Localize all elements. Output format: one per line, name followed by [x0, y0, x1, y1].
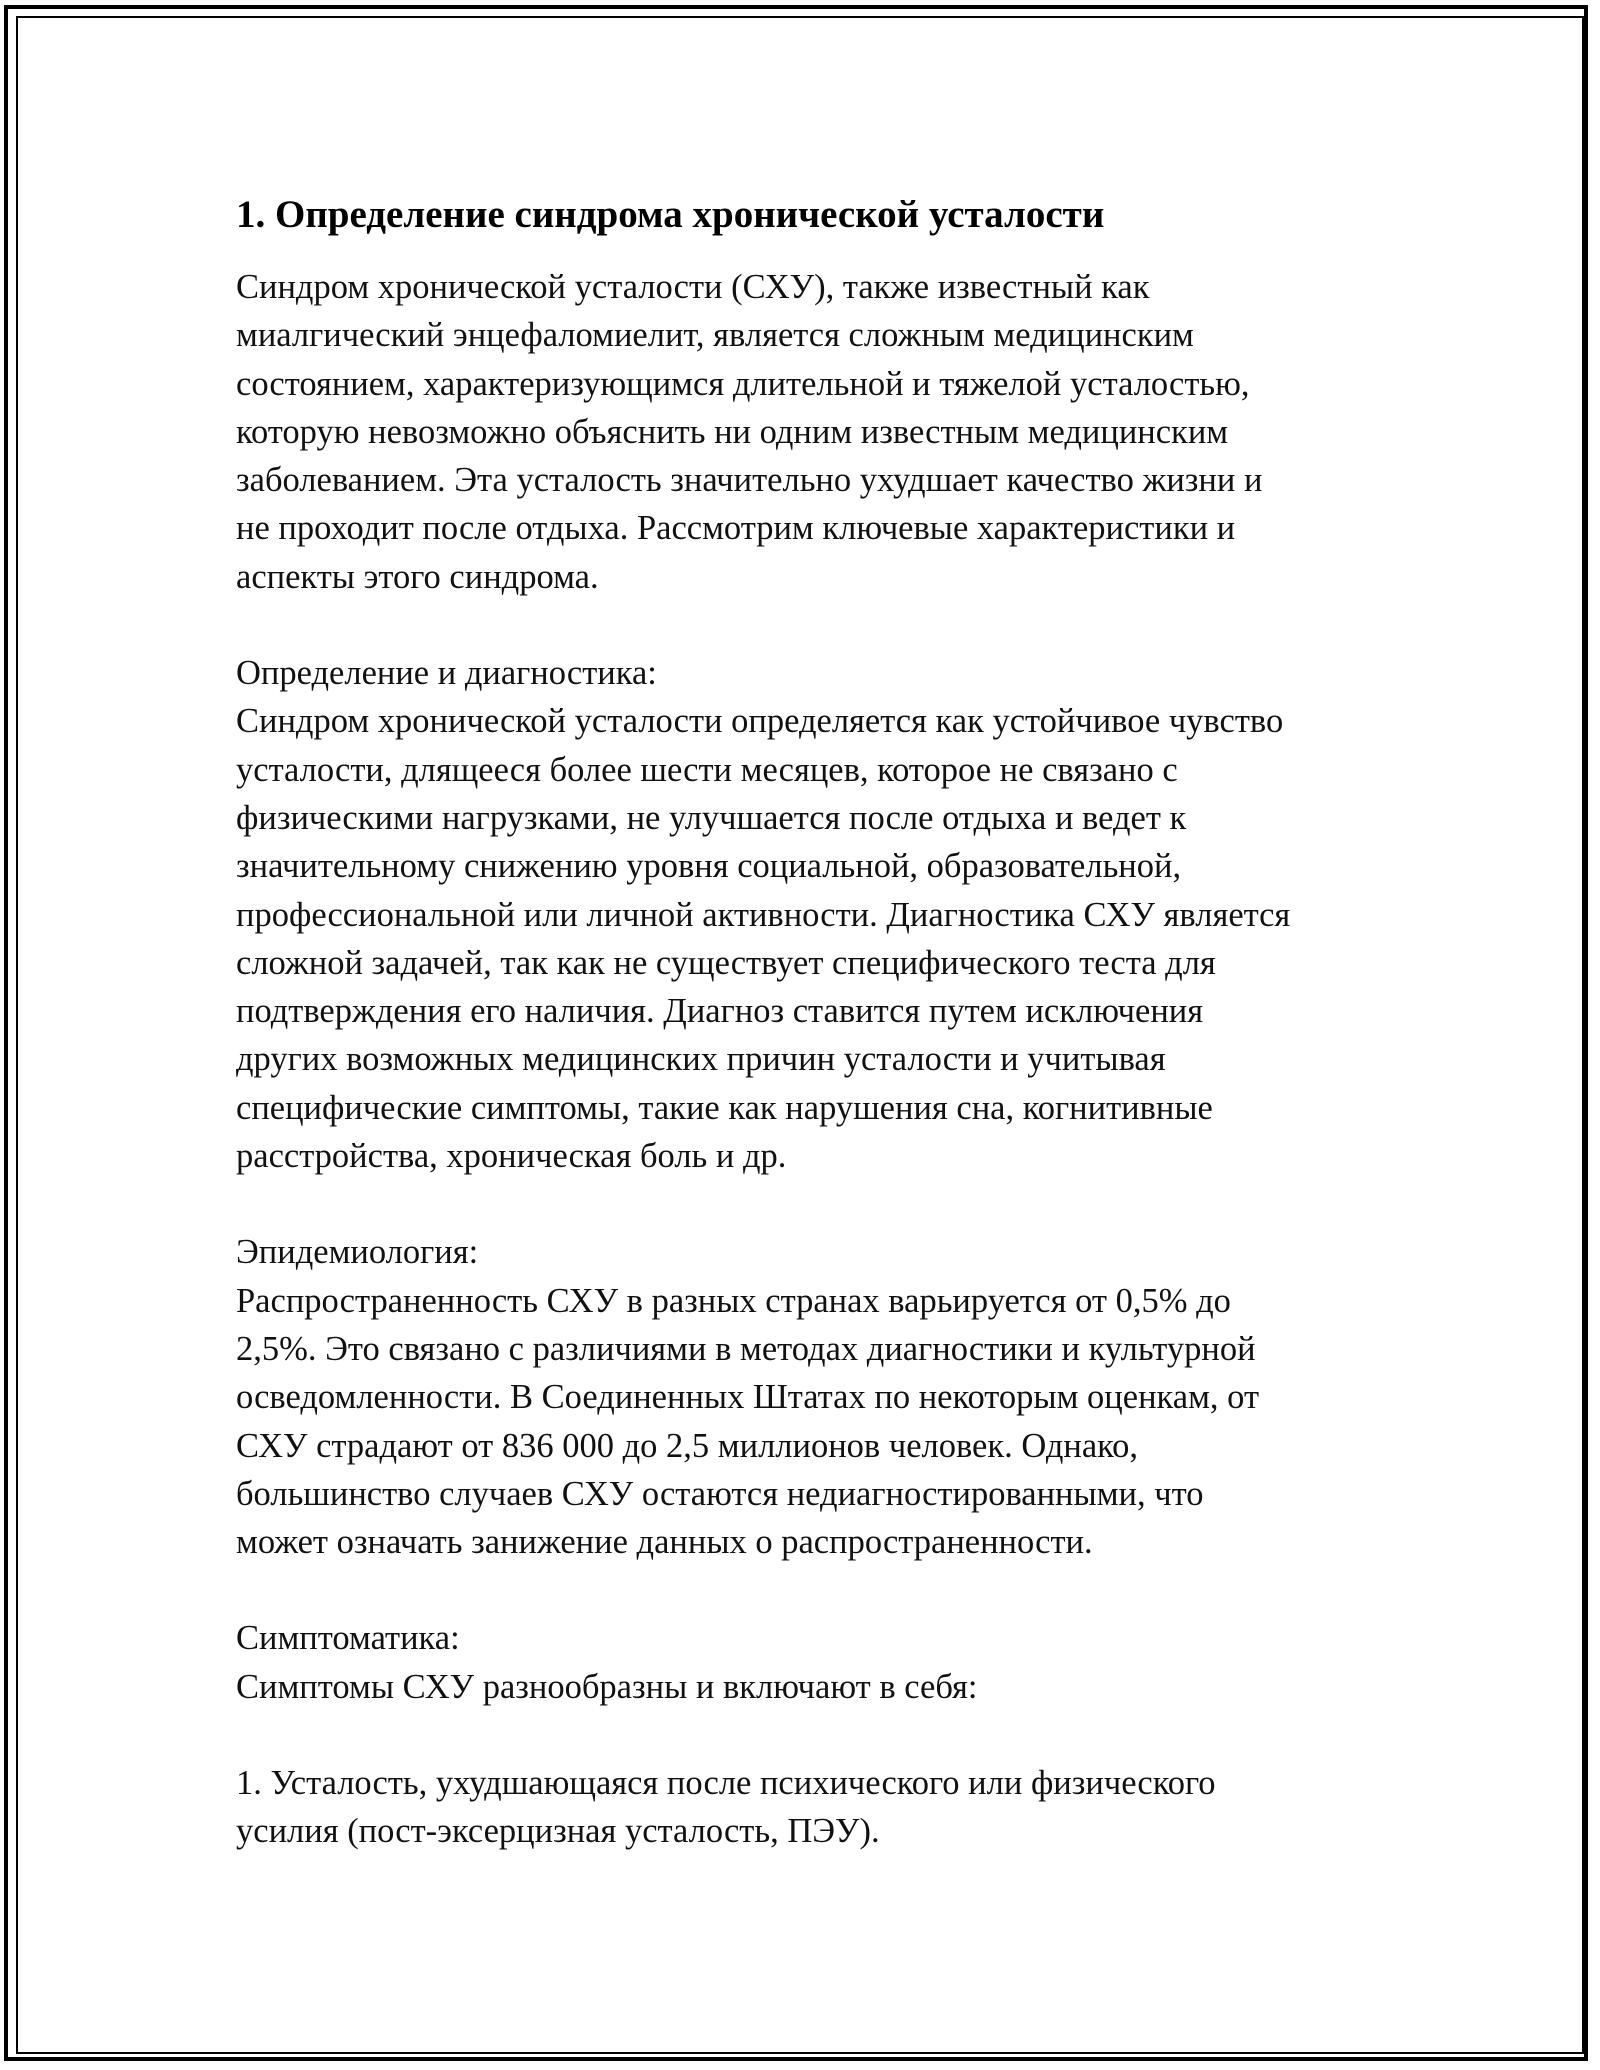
epidemiology-title: Эпидемиология: — [236, 1233, 479, 1272]
intro-paragraph: Синдром хронической усталости (СХУ), также известный как миалгический энцефаломиелит, является сложным медицинским состоянием, характеризующимся длительной и тяжелой усталостью, которую невозможно объяснить ни одним известным медицинским заболеванием. Эта усталость значительно ухудшает качество жизни и не проходит после отдыха. Рассмотрим ключевые характеристики и аспекты этого синдрома. — [236, 268, 1263, 596]
diagnostics-paragraph: Синдром хронической усталости определяется как устойчивое чувство усталости, длящееся более шести месяцев, которое не связано с физическими нагрузками, не улучшается после отдыха и ведет к значительному снижению уровня социальной, образовательной, профессиональной или личной активности. Диагностика СХУ является сложной задачей, так как не существует специфического теста для подтверждения его наличия. Диагноз ставится путем исключения других возможных медицинских причин усталости и учитывая специфические симптомы, такие как нарушения сна, когнитивные расстройства, хроническая боль и др. — [236, 702, 1291, 1176]
paragraph-gap — [236, 601, 1386, 649]
diagnostics-title: Определение и диагностика: — [236, 654, 657, 693]
paragraph-gap — [236, 1711, 1386, 1759]
document-page — [236, 190, 1386, 1856]
symptoms-title: Симптоматика: — [236, 1619, 460, 1658]
paragraph-gap — [236, 1566, 1386, 1614]
paragraph-gap — [236, 1180, 1386, 1228]
section-heading: 1. Определение синдрома хронической усталости — [236, 193, 1105, 236]
symptom-list-item: 1. Усталость, ухудшающаяся после психического или физического усилия (пост-эксерцизная усталость, ПЭУ). — [236, 1764, 1216, 1851]
symptoms-intro: Симптомы СХУ разнообразны и включают в себя: — [236, 1667, 978, 1706]
epidemiology-paragraph: Распространенность СХУ в разных странах варьируется от 0,5% до 2,5%. Это связано с различиями в методах диагностики и культурной осведомленности. В Соединенных Штатах по некоторым оценкам, от СХУ страдают от 836 000 до 2,5 миллионов человек. Однако, большинство случаев СХУ остаются недиагностированными, что может означать занижение данных о распространенности. — [236, 1281, 1260, 1562]
